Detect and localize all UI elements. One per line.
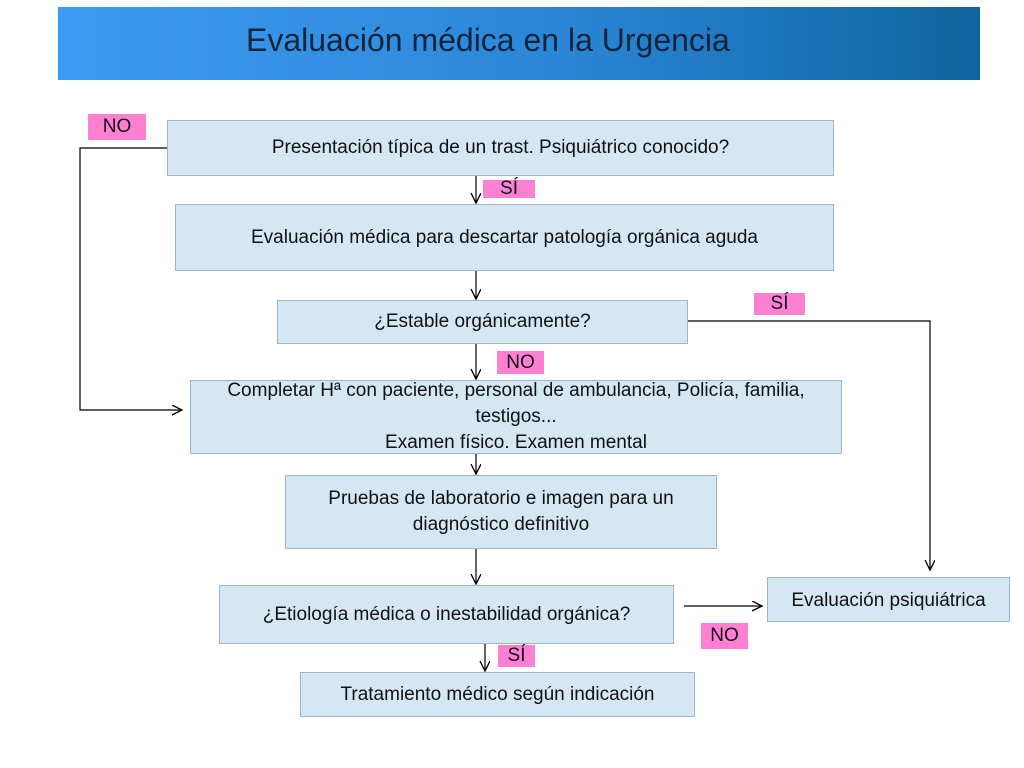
node-completar-historia: Completar Hª con paciente, personal de ambulancia, Policía, familia, testigos... Examen físico. Examen mental (190, 380, 842, 454)
page-title: Evaluación médica en la Urgencia (246, 22, 730, 58)
label-no-etiologia: NO (701, 623, 748, 649)
node-pruebas: Pruebas de laboratorio e imagen para un diagnóstico definitivo (285, 475, 717, 549)
arrow-no-to-completar (80, 148, 182, 410)
label-no-estable: NO (497, 351, 544, 374)
label-si-q1: SÍ (483, 180, 535, 198)
node-evaluacion-medica: Evaluación médica para descartar patología orgánica aguda (175, 204, 834, 271)
node-presentacion-tipica: Presentación típica de un trast. Psiquiátrico conocido? (167, 120, 834, 176)
label-si-estable: SÍ (754, 293, 805, 315)
node-etiologia: ¿Etiología médica o inestabilidad orgánica? (219, 585, 674, 644)
label-no-q1: NO (88, 114, 146, 140)
node-estable: ¿Estable orgánicamente? (277, 300, 688, 344)
node-evaluacion-psiquiatrica: Evaluación psiquiátrica (767, 577, 1010, 622)
node-tratamiento: Tratamiento médico según indicación (300, 672, 695, 717)
label-si-etiologia: SÍ (498, 645, 535, 667)
